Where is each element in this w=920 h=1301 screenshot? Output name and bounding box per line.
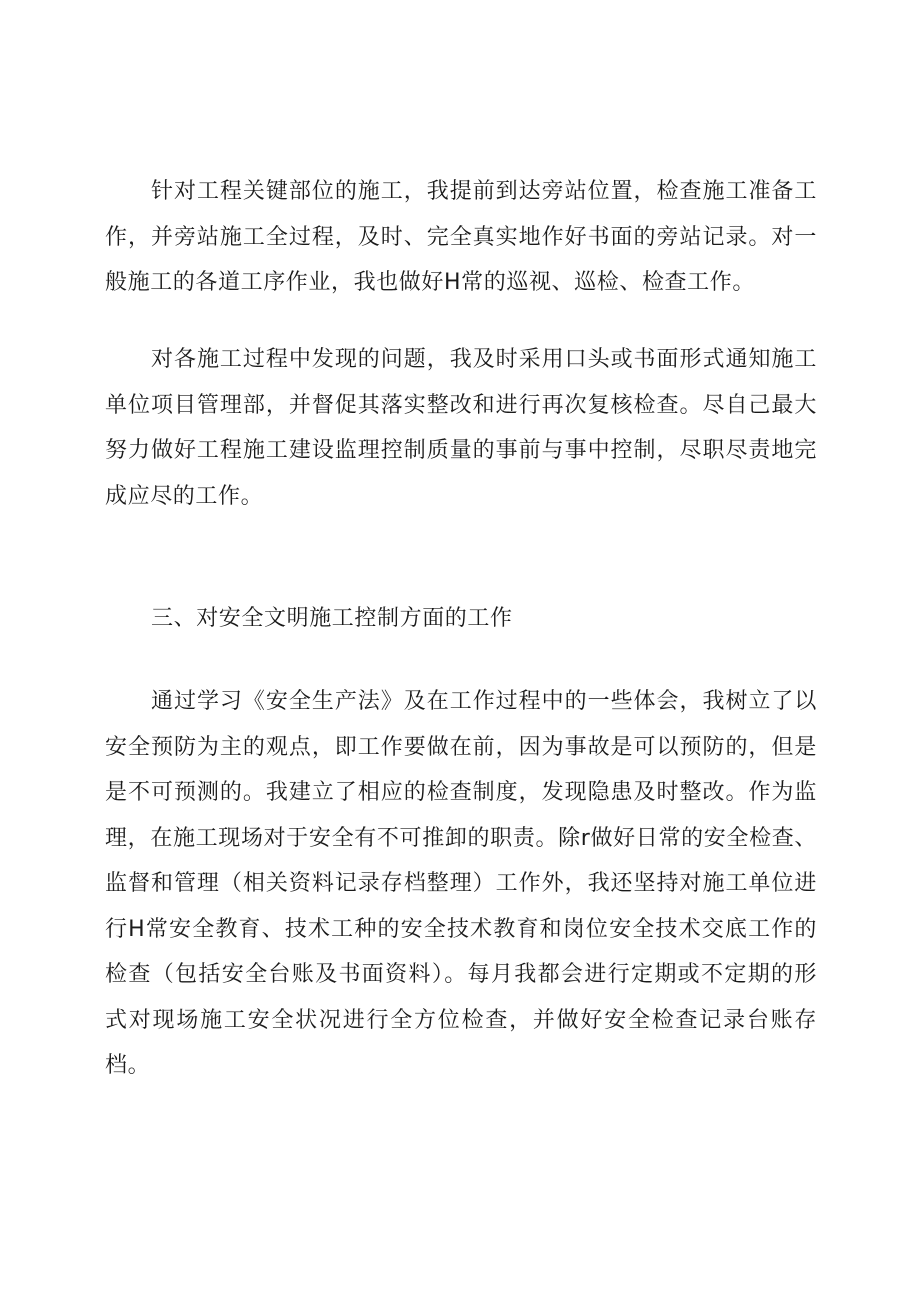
paragraph-issue-rectification: 对各施工过程中发现的问题，我及时采用口头或书面形式通知施工单位项目管理部，并督促其落实整改和进行再次复核检查。尽自己最大努力做好工程施工建设监理控制质量的事前与事中控制，尽职尽责地完成应尽的工作。 <box>105 347 817 509</box>
paragraph-key-site-supervision: 针对工程关键部位的施工，我提前到达旁站位置，检查施工准备工作，并旁站施工全过程，及时、完全真实地作好书面的旁站记录。对一般施工的各道工序作业，我也做好H常的巡视、巡检、检查工作。 <box>105 179 817 295</box>
section-heading-safety: 三、对安全文明施工控制方面的工作 <box>151 606 513 631</box>
paragraph-safety-work: 通过学习《安全生产法》及在工作过程中的一些体会，我树立了以安全预防为主的观点，即工作要做在前，因为事故是可以预防的，但是是不可预测的。我建立了相应的检查制度，发现隐患及时整改。作为监理，在施工现场对于安全有不可推卸的职责。除r做好日常的安全检查、监督和管理（相关资料记录存档整理）工作外，我还坚持对施工单位进行H常安全教育、技术工种的安全技术教育和岗位安全技术交底工作的检查（包括安全台账及书面资料）。每月我都会进行定期或不定期的形式对现场施工安全状况进行全方位检查，并做好安全检查记录台账存档。 <box>105 689 817 1078</box>
